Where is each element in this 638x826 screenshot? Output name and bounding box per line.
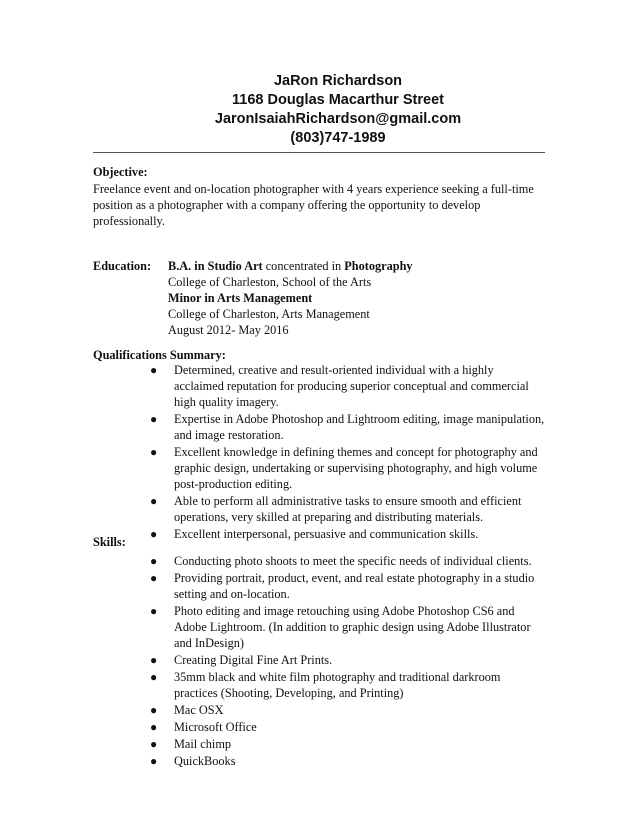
bullet-icon: ● — [150, 571, 158, 585]
qualifications-list — [150, 362, 545, 542]
list-item-text: Providing portrait, product, event, and real estate photography in a studio setting and on-location. — [174, 571, 535, 601]
resume-header — [0, 72, 638, 148]
list-item — [150, 719, 545, 735]
school-name: College of Charleston, Arts Management — [168, 307, 370, 321]
degree-line — [168, 258, 468, 274]
list-item-text: Determined, creative and result-oriented individual with a highly acclaimed reputation for producing superior conceptual and commercial high quality imagery. — [174, 363, 529, 409]
minor-title: Minor in Arts Management — [168, 291, 313, 305]
list-item — [150, 753, 545, 769]
list-item — [150, 553, 545, 569]
degree-connector: concentrated in — [262, 259, 345, 273]
education-heading: Education: — [93, 259, 152, 273]
objective-line: professionally. — [93, 214, 165, 228]
bullet-icon: ● — [150, 604, 158, 618]
bullet-icon: ● — [150, 754, 158, 768]
list-item-text: Excellent knowledge in defining themes and concept for photography and graphic design, undertaking or supervising photography, and high volume post-production editing. — [174, 445, 538, 491]
qualifications-section — [150, 362, 545, 543]
list-item — [150, 411, 545, 443]
skills-list — [150, 553, 545, 769]
objective-line: Freelance event and on-location photographer with 4 years experience seeking a full-time — [93, 182, 534, 196]
list-item-text: Expertise in Adobe Photoshop and Lightroom editing, image manipulation, and image restoration. — [174, 412, 545, 442]
bullet-icon: ● — [150, 554, 158, 568]
list-item-text: QuickBooks — [174, 754, 236, 768]
education-section — [168, 258, 468, 338]
objective-text — [93, 181, 545, 229]
list-item — [150, 652, 545, 668]
header-divider — [93, 152, 545, 153]
list-item — [150, 570, 545, 602]
bullet-icon: ● — [150, 445, 158, 459]
list-item-text: Photo editing and image retouching using Adobe Photoshop CS6 and Adobe Lightroom. (In addition to graphic design using Adobe Illustrator and InDesign) — [174, 604, 531, 650]
degree-title: B.A. in Studio Art — [168, 259, 263, 273]
list-item-text: Creating Digital Fine Art Prints. — [174, 653, 333, 667]
list-item — [150, 603, 545, 651]
list-item — [150, 702, 545, 718]
list-item-text: 35mm black and white film photography and traditional darkroom practices (Shooting, Developing, and Printing) — [174, 670, 501, 700]
applicant-address: 1168 Douglas Macarthur Street — [232, 92, 444, 108]
degree-focus: Photography — [344, 259, 413, 273]
bullet-icon: ● — [150, 653, 158, 667]
applicant-email: JaronIsaiahRichardson@gmail.com — [214, 111, 462, 127]
list-item-text: Conducting photo shoots to meet the specific needs of individual clients. — [174, 554, 532, 568]
list-item-text: Able to perform all administrative tasks to ensure smooth and efficient operations, very skilled at preparing and distributing materials. — [174, 494, 522, 524]
bullet-icon: ● — [150, 670, 158, 684]
bullet-icon: ● — [150, 737, 158, 751]
applicant-phone: (803)747-1989 — [290, 130, 386, 146]
bullet-icon: ● — [150, 703, 158, 717]
list-item — [150, 669, 545, 701]
objective-heading: Objective: — [93, 165, 148, 179]
bullet-icon: ● — [150, 494, 158, 508]
list-item — [150, 362, 545, 410]
list-item-text: Mail chimp — [174, 737, 232, 751]
skills-heading: Skills: — [93, 535, 126, 549]
bullet-icon: ● — [150, 412, 158, 426]
skills-section — [150, 553, 545, 770]
education-dates: August 2012- May 2016 — [168, 323, 289, 337]
bullet-icon: ● — [150, 720, 158, 734]
list-item-text: Microsoft Office — [174, 720, 257, 734]
applicant-name: JaRon Richardson — [273, 73, 403, 89]
objective-section — [93, 164, 545, 229]
school-name: College of Charleston, School of the Arts — [168, 275, 372, 289]
list-item — [150, 526, 545, 542]
list-item — [150, 736, 545, 752]
objective-line: position as a photographer with a company offering the opportunity to develop — [93, 198, 481, 212]
list-item — [150, 444, 545, 492]
list-item-text: Excellent interpersonal, persuasive and communication skills. — [174, 527, 479, 541]
bullet-icon: ● — [150, 363, 158, 377]
qualifications-heading: Qualifications Summary: — [93, 348, 226, 362]
list-item-text: Mac OSX — [174, 703, 224, 717]
list-item — [150, 493, 545, 525]
bullet-icon: ● — [150, 527, 158, 541]
